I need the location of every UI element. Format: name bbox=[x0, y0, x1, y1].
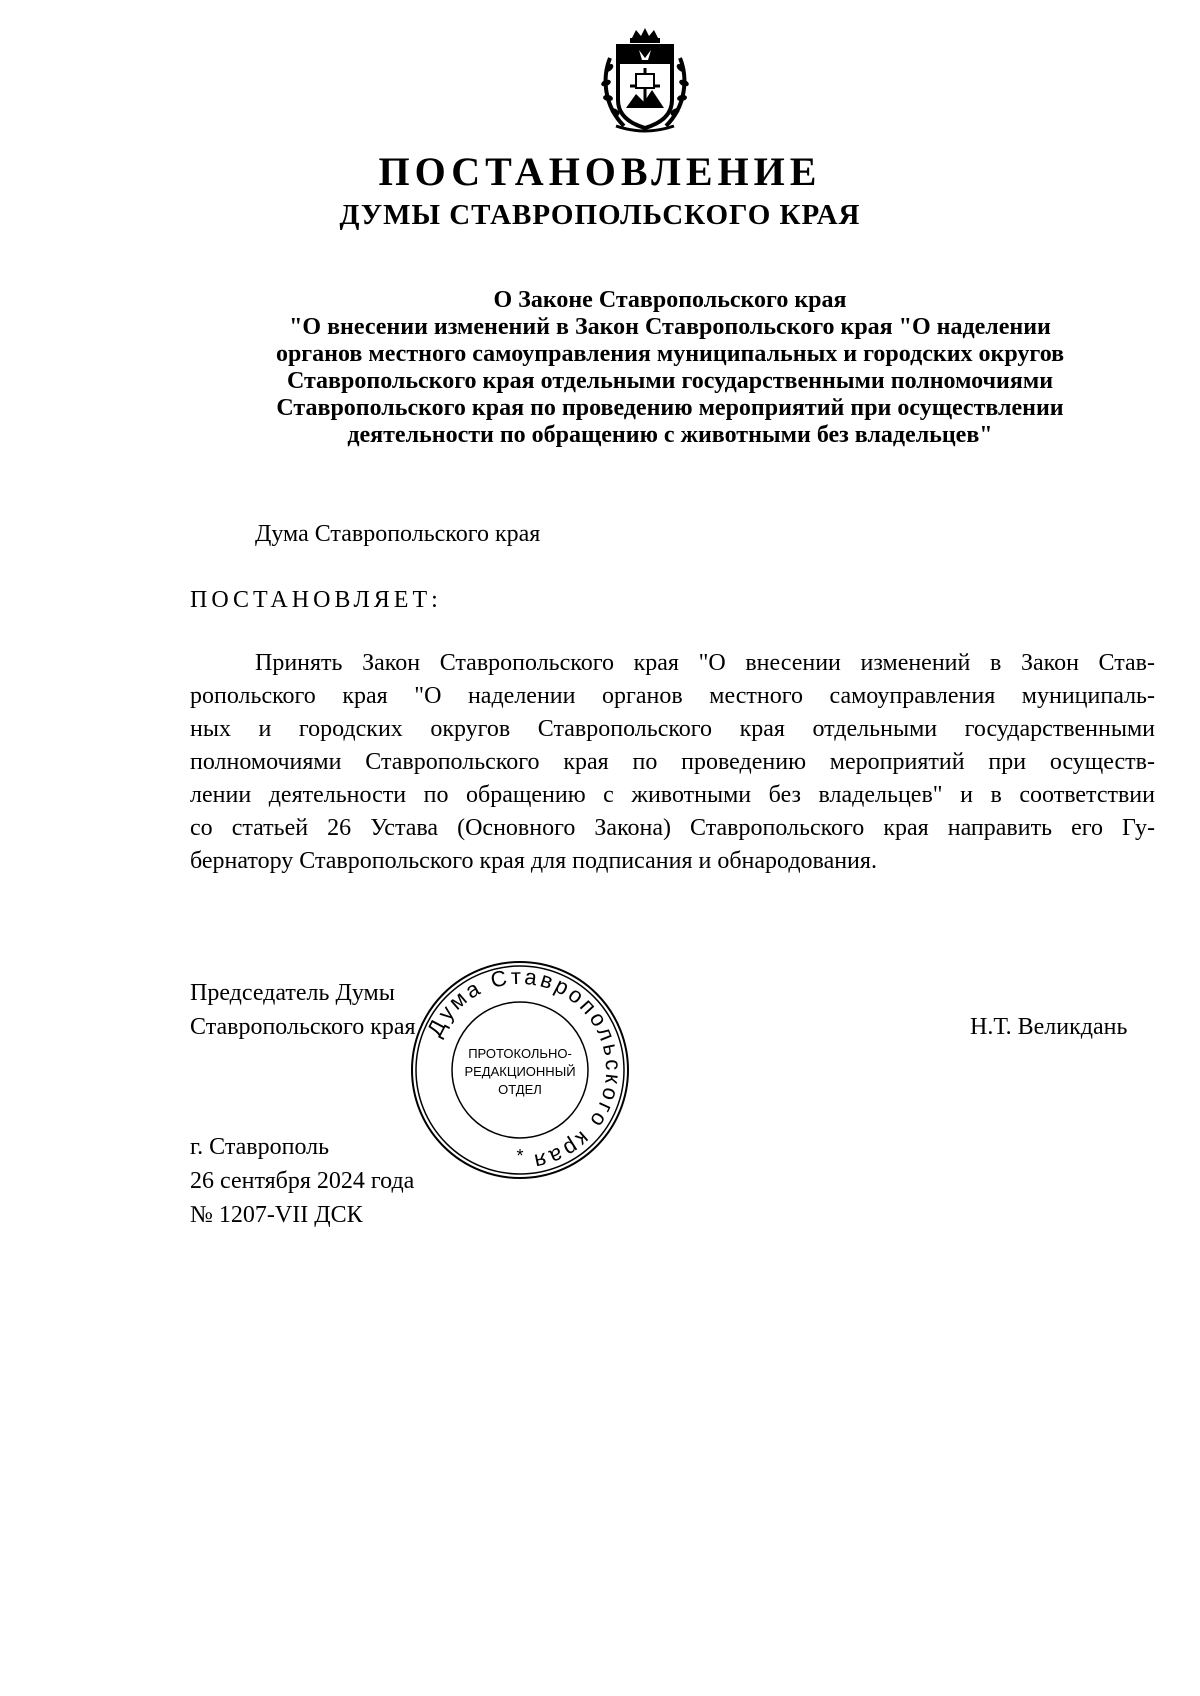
document-date: 26 сентября 2024 года bbox=[190, 1168, 415, 1194]
subject-line: органов местного самоуправления муниципальных и городских округов bbox=[275, 341, 1065, 367]
paragraph-line: бернатору Ставропольского края для подписания и обнародования. bbox=[190, 848, 877, 874]
stamp-center-line: ОТДЕЛ bbox=[498, 1082, 542, 1097]
paragraph-line: ных и городских округов Ставропольского края отдельными государственными bbox=[190, 716, 1155, 742]
document-city: г. Ставрополь bbox=[190, 1134, 330, 1160]
resolves-heading: ПОСТАНОВЛЯЕТ: bbox=[190, 587, 442, 613]
stamp-center-line: ПРОТОКОЛЬНО- bbox=[468, 1046, 572, 1061]
place-date-number bbox=[190, 1130, 414, 1232]
subject-line: "О внесении изменений в Закон Ставропольского края "О наделении bbox=[289, 314, 1051, 340]
subject-line: деятельности по обращению с животными без владельцев" bbox=[347, 422, 993, 448]
document-subject bbox=[195, 287, 1145, 449]
coat-of-arms-emblem bbox=[600, 28, 690, 134]
paragraph-line: полномочиями Ставропольского края по проведению мероприятий при осуществ- bbox=[190, 749, 1155, 775]
stamp-star: * bbox=[516, 1146, 524, 1166]
paragraph-line: ропольского края "О наделении органов местного самоуправления муниципаль- bbox=[190, 683, 1155, 709]
signer-title bbox=[190, 976, 416, 1044]
subject-line: О Законе Ставропольского края bbox=[493, 287, 847, 313]
issuing-body: Дума Ставропольского края bbox=[255, 521, 541, 547]
signer-title-line: Председатель Думы bbox=[190, 980, 395, 1006]
document-issuer-title: ДУМЫ СТАВРОПОЛЬСКОГО КРАЯ bbox=[339, 199, 861, 231]
paragraph-line: Принять Закон Ставропольского края "О внесении изменений в Закон Став- bbox=[255, 650, 1155, 676]
signer-title-line: Ставропольского края bbox=[190, 1014, 416, 1040]
paragraph-line: лении деятельности по обращению с животными без владельцев" и в соответствии bbox=[190, 782, 1155, 808]
official-stamp bbox=[408, 958, 632, 1182]
resolution-paragraph bbox=[190, 647, 1155, 878]
document-number: № 1207-VII ДСК bbox=[190, 1202, 363, 1228]
signer-name: Н.Т. Великдань bbox=[970, 1014, 1128, 1040]
subject-line: Ставропольского края отдельными государственными полномочиями bbox=[286, 368, 1054, 394]
subject-line: Ставропольского края по проведению мероприятий при осуществлении bbox=[276, 395, 1064, 421]
document-type-title: ПОСТАНОВЛЕНИЕ bbox=[378, 149, 822, 194]
stamp-ring-text: Дума Ставропольского края bbox=[421, 963, 627, 1176]
paragraph-line: со статьей 26 Устава (Основного Закона) Ставропольского края направить его Гу- bbox=[190, 815, 1155, 841]
stamp-center-line: РЕДАКЦИОННЫЙ bbox=[464, 1064, 576, 1079]
